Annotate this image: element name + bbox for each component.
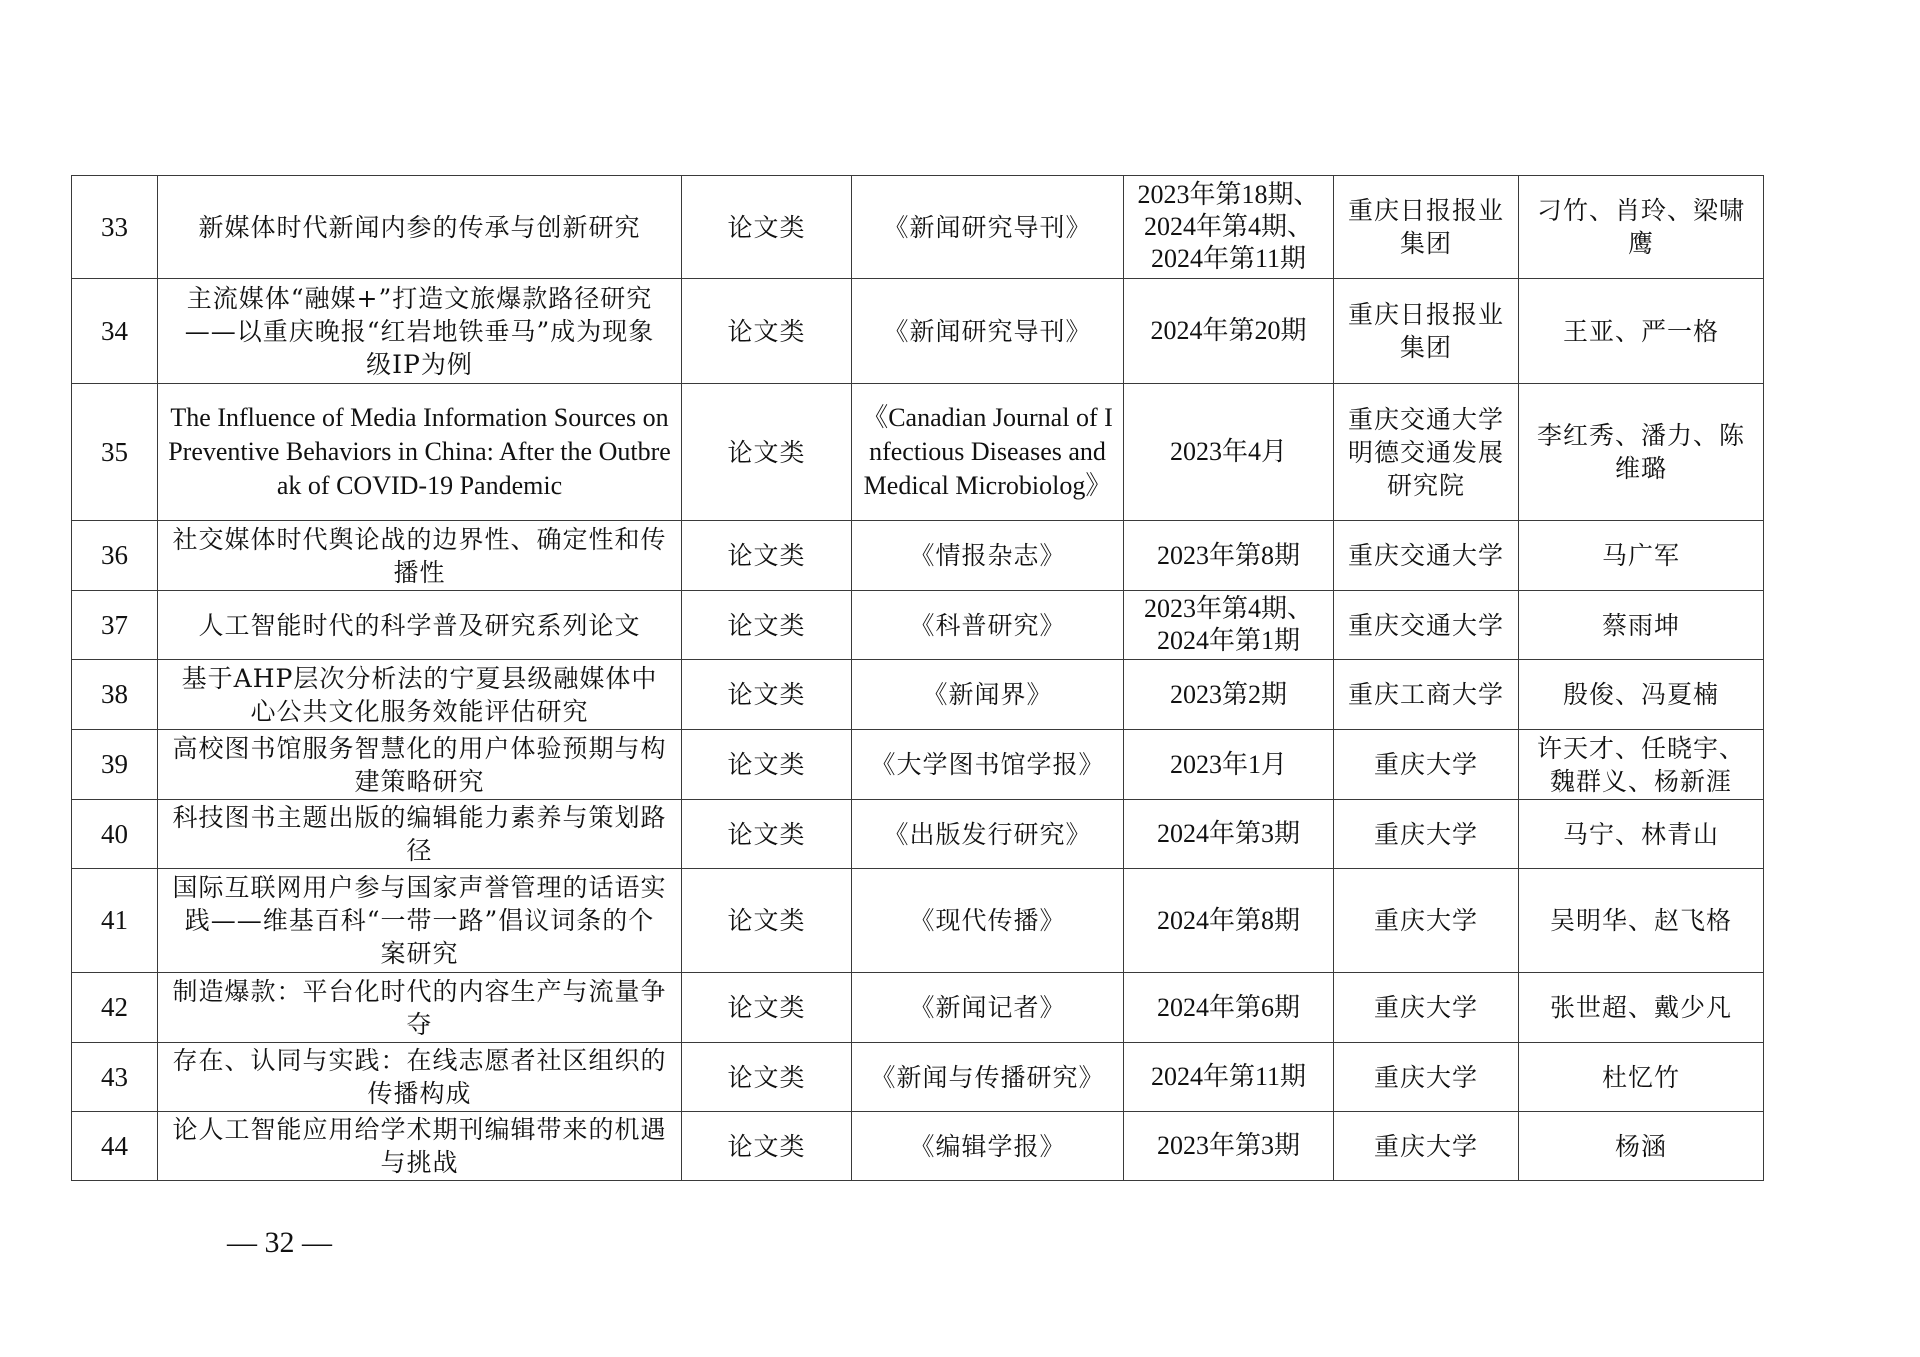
category-cell: 论文类: [682, 973, 852, 1043]
row-number-cell: 33: [72, 176, 158, 279]
authors-cell: 马宁、林青山: [1519, 800, 1764, 869]
publication-date-cell: [1124, 591, 1334, 660]
awards-table: [71, 175, 1764, 1181]
journal-cell: 《新闻研究导刊》: [852, 176, 1124, 279]
title-cell: 制造爆款：平台化时代的内容生产与流量争夺: [158, 973, 682, 1043]
publication-date-cell: [1124, 521, 1334, 591]
row-number-cell: 43: [72, 1043, 158, 1112]
publication-date-line: 2024年第20期: [1150, 316, 1307, 345]
publication-date-line: 2023第2期: [1169, 679, 1287, 709]
category-cell: 论文类: [682, 384, 852, 521]
table-row: [72, 384, 1764, 521]
publication-date-line: 2023年1月: [1169, 749, 1287, 779]
title-cell: The Influence of Media Information Sources on Preventive Behaviors in China: After the Outbreak of COVID-19 Pandemic: [158, 384, 682, 521]
publication-date-cell: [1124, 800, 1334, 869]
institution-cell: 重庆大学: [1334, 1112, 1519, 1181]
table-row: [72, 660, 1764, 730]
table-row: [72, 591, 1764, 660]
category-cell: 论文类: [682, 730, 852, 800]
institution-cell: 重庆交通大学明德交通发展研究院: [1334, 384, 1519, 521]
journal-cell: 《新闻记者》: [852, 973, 1124, 1043]
journal-cell: 《大学图书馆学报》: [852, 730, 1124, 800]
authors-cell: 许天才、任晓宇、魏群义、杨新涯: [1519, 730, 1764, 800]
title-cell: 论人工智能应用给学术期刊编辑带来的机遇与挑战: [158, 1112, 682, 1181]
institution-cell: 重庆工商大学: [1334, 660, 1519, 730]
authors-cell: 李红秀、潘力、陈维璐: [1519, 384, 1764, 521]
publication-date-cell: [1124, 869, 1334, 973]
category-cell: 论文类: [682, 800, 852, 869]
row-number-cell: 34: [72, 279, 158, 384]
table-row: [72, 1043, 1764, 1112]
publication-date-cell: [1124, 1112, 1334, 1181]
publication-date-line: 2024年第1期: [1156, 626, 1300, 655]
page-number: — 32 —: [227, 1226, 332, 1259]
category-cell: 论文类: [682, 591, 852, 660]
table-row: [72, 1112, 1764, 1181]
table-row: [72, 176, 1764, 279]
row-number-cell: 38: [72, 660, 158, 730]
publication-date-cell: [1124, 660, 1334, 730]
journal-cell: 《出版发行研究》: [852, 800, 1124, 869]
publication-date-cell: [1124, 176, 1334, 279]
institution-cell: 重庆交通大学: [1334, 521, 1519, 591]
title-cell: 科技图书主题出版的编辑能力素养与策划路径: [158, 800, 682, 869]
publication-date-cell: [1124, 384, 1334, 521]
table-row: [72, 973, 1764, 1043]
journal-cell: 《编辑学报》: [852, 1112, 1124, 1181]
category-cell: 论文类: [682, 869, 852, 973]
publication-date-line: 2023年第3期: [1156, 1131, 1300, 1160]
institution-cell: 重庆大学: [1334, 869, 1519, 973]
table-row: [72, 730, 1764, 800]
row-number-cell: 37: [72, 591, 158, 660]
row-number-cell: 44: [72, 1112, 158, 1181]
table-row: [72, 800, 1764, 869]
publication-date-line: 2024年第8期: [1156, 905, 1300, 935]
authors-cell: 马广军: [1519, 521, 1764, 591]
publication-date-line: 2023年第8期: [1156, 540, 1300, 570]
institution-cell: 重庆大学: [1334, 1043, 1519, 1112]
title-cell: 社交媒体时代舆论战的边界性、确定性和传播性: [158, 521, 682, 591]
publication-date-line: 2024年第4期、: [1143, 212, 1313, 241]
journal-cell: 《新闻界》: [852, 660, 1124, 730]
journal-cell: 《现代传播》: [852, 869, 1124, 973]
publication-date-line: 2024年第6期: [1156, 992, 1300, 1022]
table-row: [72, 869, 1764, 973]
publication-date-line: 2024年第3期: [1156, 819, 1300, 848]
publication-date-cell: [1124, 730, 1334, 800]
authors-cell: 蔡雨坤: [1519, 591, 1764, 660]
authors-cell: 吴明华、赵飞格: [1519, 869, 1764, 973]
publication-date-line: 2024年第11期: [1150, 244, 1307, 273]
journal-cell: 《Canadian Journal of Infectious Diseases and Medical Microbiolog》: [852, 384, 1124, 521]
publication-date-line: 2023年第4期、: [1143, 594, 1313, 623]
journal-cell: 《情报杂志》: [852, 521, 1124, 591]
title-cell: 主流媒体“融媒+”打造文旅爆款路径研究——以重庆晚报“红岩地铁垂马”成为现象级IP为例: [158, 279, 682, 384]
authors-cell: 杜忆竹: [1519, 1043, 1764, 1112]
authors-cell: 张世超、戴少凡: [1519, 973, 1764, 1043]
publication-date-line: 2024年第11期: [1150, 1062, 1307, 1091]
category-cell: 论文类: [682, 1043, 852, 1112]
title-cell: 人工智能时代的科学普及研究系列论文: [158, 591, 682, 660]
journal-cell: 《科普研究》: [852, 591, 1124, 660]
row-number-cell: 39: [72, 730, 158, 800]
row-number-cell: 40: [72, 800, 158, 869]
institution-cell: 重庆日报报业集团: [1334, 279, 1519, 384]
category-cell: 论文类: [682, 521, 852, 591]
category-cell: 论文类: [682, 660, 852, 730]
institution-cell: 重庆日报报业集团: [1334, 176, 1519, 279]
table-row: [72, 279, 1764, 384]
row-number-cell: 41: [72, 869, 158, 973]
title-cell: 基于AHP层次分析法的宁夏县级融媒体中心公共文化服务效能评估研究: [158, 660, 682, 730]
category-cell: 论文类: [682, 176, 852, 279]
category-cell: 论文类: [682, 279, 852, 384]
title-cell: 国际互联网用户参与国家声誉管理的话语实践——维基百科“一带一路”倡议词条的个案研究: [158, 869, 682, 973]
row-number-cell: 36: [72, 521, 158, 591]
publication-date-cell: [1124, 279, 1334, 384]
institution-cell: 重庆大学: [1334, 730, 1519, 800]
table-row: [72, 521, 1764, 591]
journal-cell: 《新闻研究导刊》: [852, 279, 1124, 384]
authors-cell: 杨涵: [1519, 1112, 1764, 1181]
category-cell: 论文类: [682, 1112, 852, 1181]
title-cell: 新媒体时代新闻内参的传承与创新研究: [158, 176, 682, 279]
journal-cell: 《新闻与传播研究》: [852, 1043, 1124, 1112]
publication-date-cell: [1124, 1043, 1334, 1112]
publication-date-line: 2023年第18期、: [1137, 180, 1320, 209]
institution-cell: 重庆大学: [1334, 800, 1519, 869]
authors-cell: 王亚、严一格: [1519, 279, 1764, 384]
institution-cell: 重庆大学: [1334, 973, 1519, 1043]
title-cell: 高校图书馆服务智慧化的用户体验预期与构建策略研究: [158, 730, 682, 800]
title-cell: 存在、认同与实践：在线志愿者社区组织的传播构成: [158, 1043, 682, 1112]
authors-cell: 刁竹、肖玲、梁啸鹰: [1519, 176, 1764, 279]
authors-cell: 殷俊、冯夏楠: [1519, 660, 1764, 730]
publication-date-cell: [1124, 973, 1334, 1043]
row-number-cell: 42: [72, 973, 158, 1043]
row-number-cell: 35: [72, 384, 158, 521]
institution-cell: 重庆交通大学: [1334, 591, 1519, 660]
publication-date-line: 2023年4月: [1169, 437, 1287, 466]
